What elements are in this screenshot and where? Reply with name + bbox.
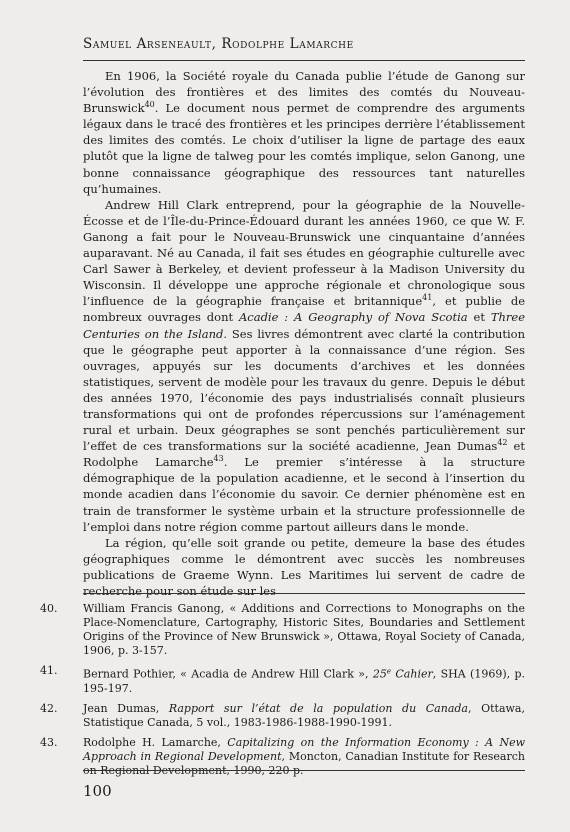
paragraph-3: La région, qu’elle soit grande ou petite, demeure la base des études géographiques comme le démontrent avec succès les nombreuses publications de Graeme Wynn. Les Maritimes lui servent de cadre de recherche pour son étude sur les [83, 535, 525, 598]
footnote-text: William Francis Ganong, « Additions and Corrections to Monographs on the Place-Nomenclature, Cartography, Historic Sites, Boundaries and Settlement Origins of the Province of New Brunswick », Ottawa, Royal Society of Canada, 1906, p. 3-157. [83, 602, 525, 657]
footnote-number: 40 . [40, 602, 83, 658]
footnote-40 [40, 602, 525, 658]
footnote-43 [40, 736, 525, 778]
footnote-41 [40, 664, 525, 696]
book-title-three-centuries: Three Centuries on the Island [83, 310, 525, 341]
footnote-number: 42 . [40, 702, 83, 730]
footnote-ref-43[interactable]: 43 [213, 454, 224, 464]
bottom-rule [83, 770, 525, 771]
header-rule [83, 60, 525, 61]
footnote-ref-40[interactable]: 40 [144, 100, 155, 110]
main-text [83, 68, 525, 599]
footnote-rule [83, 593, 525, 594]
book-title-acadie: Acadie : A Geography of Nova Scotia [238, 310, 468, 325]
footnotes [40, 602, 525, 784]
footnote-42 [40, 702, 525, 730]
footnote-text: Bernard Pothier, « Acadia de Andrew Hill Clark », 25e Cahier, SHA (1969), p. 195-197. [83, 667, 526, 695]
paragraph-1: En 1906, la Société royale du Canada publie l’étude de Ganong sur l’évolution des frontières et des limites des comtés du Nouveau-Brunswick$^{40}$. Le document nous permet de comprendre des arguments légaux dans le tracé des frontières et les principes derrière l’établissement des limites des comtés. Le choix d’utiliser la ligne de partage des eaux plutôt que la ligne de talweg pour les comtés implique, selon Ganong, une bonne connaissance géographique des ressources tant naturelles qu’humaines. [83, 69, 525, 196]
footnote-text: Rodolphe H. Lamarche, Capitalizing on the Information Economy : A New Approach in Regional Development, Moncton, Canadian Institute for Research on Regional Development, 1990, 220 p. [83, 735, 525, 777]
footnote-ref-41[interactable]: 41 [422, 293, 433, 303]
running-header: Samuel Arseneault, Rodolphe Lamarche [83, 36, 354, 52]
footnote-number: 43 . [40, 736, 83, 778]
footnote-number: 41 . [40, 664, 83, 696]
page-number: 100 [83, 782, 112, 800]
footnote-ref-42[interactable]: 42 [497, 438, 508, 448]
footnote-text: Jean Dumas, Rapport sur l’état de la population du Canada, Ottawa, Statistique Canada, 5 vol., 1983-1986-1988-1990-1991. [83, 701, 525, 729]
paragraph-2: Andrew Hill Clark entreprend, pour la géographie de la Nouvelle-Écosse et de l’Île-du-Prince-Édouard durant les années 1960, ce que W. F. Ganong a fait pour le Nouveau-Brunswick une cinquantaine d’années auparavant. Né au Canada, il fait ses études en géographie culturelle avec Carl Sawer à Berkeley, et devient professeur à la Madison University du Wisconsin. Il développe une approche régionale et chronologique sous l’influence de la géographie française et britannique$^{41}$, et publie de nombreux ouvrages dont Acadie : A Geography of Nova Scotia et Three Centuries on the Island. Ses livres démontrent avec clarté la contribution que le géographe peut apporter à la connaissance d’une région. Ses ouvrages, appuyés sur les documents d’archives et les données statistiques, servent de modèle pour les travaux du genre. Depuis le début des années 1970, l’économie des pays industrialisés connaît plusieurs transformations qui ont de profondes répercussions sur l’aménagement rural et urbain. Deux géographes se sont penchés particulièrement sur l’effet de ces transformations sur la société acadienne, Jean Dumas$^{42}$ et Rodolphe Lamarche$^{43}$. Le premier s’intéresse à la structure démographique de la population acadienne, et le second à l’insertion du monde acadien dans l’économie du savoir. Ce dernier phénomène est en train de transformer le système urbain et la structure professionnelle de l’emploi dans notre région comme partout ailleurs dans le monde. [83, 197, 526, 534]
